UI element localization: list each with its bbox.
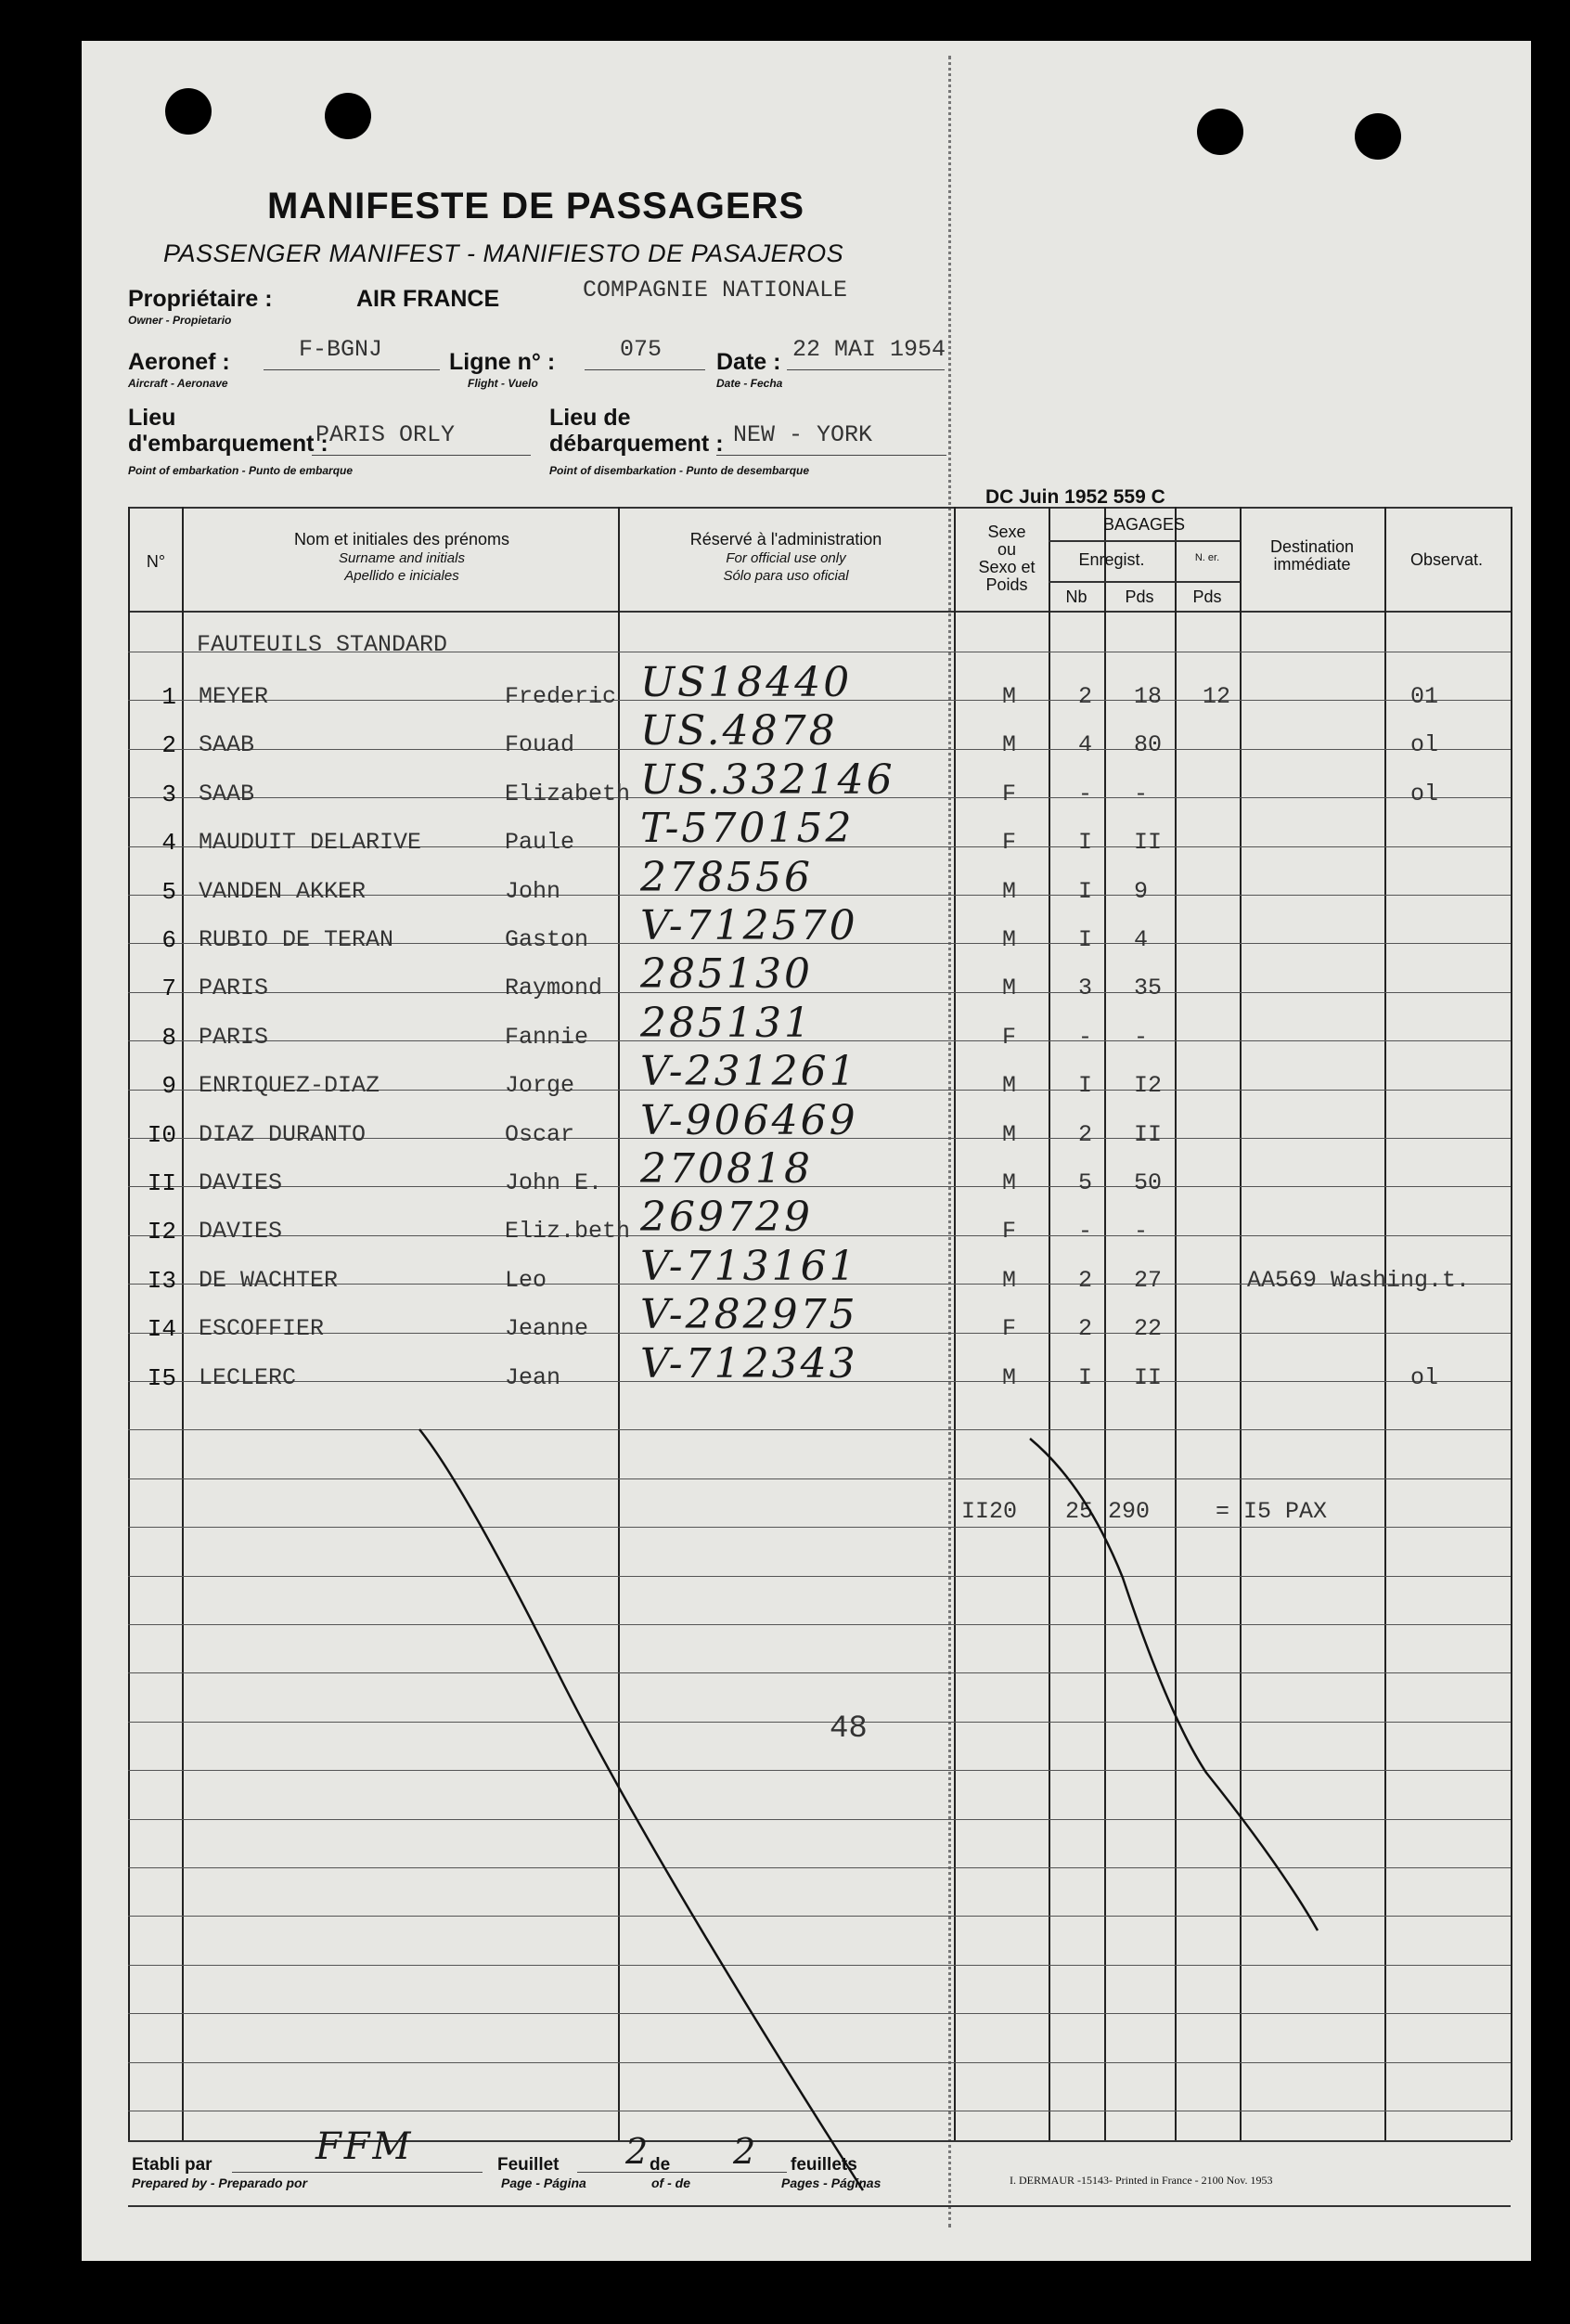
passenger-surname: DAVIES	[199, 1169, 283, 1196]
printer-imprint: I. DERMAUR -15143- Printed in France - 2100 Nov. 1953	[1010, 2174, 1273, 2187]
page-mark: 48	[830, 1711, 868, 1747]
bag-count: I	[1078, 926, 1093, 953]
passenger-surname: SAAB	[199, 731, 255, 758]
passenger-surname: PARIS	[199, 1024, 269, 1051]
bag-weight: 50	[1134, 1169, 1163, 1196]
embark-sub: Point of embarkation - Punto de embarque	[128, 464, 354, 477]
aircraft-value: F-BGNJ	[299, 336, 383, 363]
col-admin-es: Sólo para uso oficial	[723, 567, 849, 584]
disembark-value: NEW - YORK	[733, 421, 873, 448]
col-enreg: Enregist.	[1078, 550, 1145, 569]
col-ne: N. er.	[1194, 552, 1220, 563]
embark-value: PARIS ORLY	[315, 421, 456, 448]
passport-number: 285130	[640, 950, 813, 998]
row-number: 3	[161, 781, 176, 808]
section-label: FAUTEUILS STANDARD	[197, 631, 448, 658]
row-number: I4	[147, 1315, 176, 1343]
disembark-sub: Point of disembarkation - Punto de desembarque	[549, 464, 810, 477]
col-sex-1: Sexe	[987, 523, 1026, 541]
total-pax: = I5 PAX	[1216, 1498, 1328, 1525]
bag-weight: I2	[1134, 1072, 1163, 1099]
flight-label: Ligne n° :	[449, 349, 556, 375]
prepared-value: FFM	[315, 2125, 414, 2168]
passenger-surname: RUBIO DE TERAN	[199, 926, 394, 953]
bag-count: I	[1078, 878, 1093, 905]
of-sub: of - de	[651, 2176, 690, 2190]
col-observ: Observat.	[1409, 550, 1484, 569]
passenger-sex: M	[1002, 1072, 1017, 1099]
manifest-title: MANIFESTE DE PASSAGERS	[267, 186, 805, 226]
passport-number: T-570152	[640, 805, 855, 852]
row-number: 1	[161, 683, 176, 711]
row-number: 4	[161, 829, 176, 857]
passenger-surname: ENRIQUEZ-DIAZ	[199, 1072, 380, 1099]
flight-sub: Flight - Vuelo	[468, 377, 538, 390]
passenger-firstname: Raymond	[505, 975, 603, 1001]
date-sub: Date - Fecha	[716, 377, 783, 390]
aircraft-label: Aeronef :	[128, 349, 230, 375]
passenger-surname: DIAZ DURANTO	[199, 1121, 367, 1148]
row-number: 7	[161, 975, 176, 1002]
row-number: I0	[147, 1121, 176, 1149]
passenger-sex: M	[1002, 878, 1017, 905]
bag-weight: 4	[1134, 926, 1149, 953]
passport-number: V-712570	[640, 902, 858, 949]
col-sex-2: ou	[997, 539, 1017, 559]
total-weight: II20	[961, 1498, 1018, 1525]
passenger-firstname: Gaston	[505, 926, 589, 953]
date-label: Date :	[716, 349, 781, 375]
observation: 01	[1410, 683, 1439, 710]
passenger-sex: M	[1002, 975, 1017, 1001]
bag-count: 4	[1078, 731, 1093, 758]
total-pds: 290	[1108, 1498, 1151, 1525]
of-label: de	[650, 2155, 671, 2175]
observation: ol	[1410, 781, 1439, 807]
passenger-firstname: John	[505, 878, 561, 905]
passenger-surname: PARIS	[199, 975, 269, 1001]
observation: ol	[1410, 731, 1439, 758]
col-name-fr: Nom et initiales des prénoms	[293, 530, 510, 549]
passenger-surname: SAAB	[199, 781, 255, 807]
bag-weight: 9	[1134, 878, 1149, 905]
col-ne-pds: Pds	[1192, 587, 1222, 606]
sheets-sub: Pages - Páginas	[781, 2176, 882, 2190]
disembark-label-2: débarquement :	[549, 431, 724, 457]
passenger-firstname: Jean	[505, 1364, 561, 1391]
aircraft-sub: Aircraft - Aeronave	[128, 377, 228, 390]
passenger-sex: F	[1002, 1315, 1017, 1342]
bag-weight: -	[1134, 781, 1149, 807]
row-number: I2	[147, 1218, 176, 1246]
col-bagages: BAGAGES	[1102, 515, 1186, 534]
col-dest-1: Destination	[1269, 537, 1355, 556]
passport-number: V-231261	[640, 1048, 858, 1095]
passport-number: 278556	[640, 854, 813, 901]
passenger-firstname: John E.	[505, 1169, 603, 1196]
bag-count: I	[1078, 1364, 1093, 1391]
col-admin-fr: Réservé à l'administration	[689, 530, 882, 549]
passenger-sex: F	[1002, 1218, 1017, 1245]
date-value: 22 MAI 1954	[792, 336, 946, 363]
strike-line-left	[419, 1429, 863, 2190]
row-number: 8	[161, 1024, 176, 1052]
form-code: DC Juin 1952 559 C	[985, 486, 1165, 508]
sheet-label: Feuillet	[497, 2155, 560, 2175]
passenger-sex: M	[1002, 926, 1017, 953]
bag-weight: 27	[1134, 1267, 1163, 1294]
passport-number: V-282975	[640, 1291, 858, 1338]
bag-weight: II	[1134, 829, 1163, 856]
row-number: 5	[161, 878, 176, 906]
passenger-surname: DE WACHTER	[199, 1267, 339, 1294]
passport-number: V-712343	[640, 1340, 858, 1388]
col-dest-2: immédiate	[1273, 554, 1351, 574]
bag-count: 5	[1078, 1169, 1093, 1196]
row-number: 9	[161, 1072, 176, 1100]
bag-count: I	[1078, 829, 1093, 856]
of-value: 2	[733, 2131, 759, 2172]
bag-count: 2	[1078, 1121, 1093, 1148]
passport-number: V-713161	[640, 1243, 858, 1290]
passport-number: V-906469	[640, 1097, 858, 1144]
passenger-firstname: Jorge	[505, 1072, 575, 1099]
passenger-surname: LECLERC	[199, 1364, 297, 1391]
prepared-sub: Prepared by - Preparado por	[132, 2176, 308, 2190]
passenger-firstname: Fannie	[505, 1024, 589, 1051]
sheet-sub: Page - Página	[501, 2176, 586, 2190]
passenger-surname: DAVIES	[199, 1218, 283, 1245]
passport-number: US18440	[640, 659, 853, 706]
bag-count: 2	[1078, 683, 1093, 710]
bag-weight: 18	[1134, 683, 1163, 710]
passenger-firstname: Paule	[505, 829, 575, 856]
passenger-sex: M	[1002, 1267, 1017, 1294]
row-number: I5	[147, 1364, 176, 1392]
col-enreg-pds: Pds	[1125, 587, 1154, 606]
passenger-firstname: Fouad	[505, 731, 575, 758]
bag-weight: -	[1134, 1024, 1149, 1051]
bag-count: 2	[1078, 1267, 1093, 1294]
passenger-sex: F	[1002, 1024, 1017, 1051]
col-sex-3: Sexo et	[978, 557, 1036, 576]
row-number: II	[147, 1169, 176, 1197]
passenger-firstname: Leo	[505, 1267, 547, 1294]
passenger-sex: M	[1002, 1121, 1017, 1148]
prepared-label: Etabli par	[132, 2155, 212, 2175]
manifest-subtitle: PASSENGER MANIFEST - MANIFIESTO DE PASAJEROS	[163, 239, 844, 267]
passenger-surname: ESCOFFIER	[199, 1315, 325, 1342]
destination: AA569 Washing.t.	[1247, 1267, 1471, 1294]
bag-weight: -	[1134, 1218, 1149, 1245]
passenger-surname: MAUDUIT DELARIVE	[199, 829, 422, 856]
passenger-sex: F	[1002, 829, 1017, 856]
passenger-surname: VANDEN AKKER	[199, 878, 367, 905]
col-name-es: Apellido e iniciales	[344, 567, 459, 584]
passenger-sex: M	[1002, 683, 1017, 710]
bag-weight: II	[1134, 1121, 1163, 1148]
passenger-firstname: Frederic	[505, 683, 617, 710]
passport-number: 285131	[640, 1000, 813, 1047]
owner-sub: Owner - Propietario	[128, 314, 232, 327]
bag-weight: II	[1134, 1364, 1163, 1391]
bag-count: -	[1078, 1024, 1093, 1051]
passenger-firstname: Eliz.beth	[505, 1218, 631, 1245]
col-sex-4: Poids	[985, 575, 1028, 594]
passenger-surname: MEYER	[199, 683, 269, 710]
owner-typed: COMPAGNIE NATIONALE	[583, 277, 848, 303]
embark-label-1: Lieu	[128, 405, 176, 431]
passport-number: 269729	[640, 1194, 813, 1241]
bag-count: 3	[1078, 975, 1093, 1001]
observation: ol	[1410, 1364, 1439, 1391]
extra-weight: 12	[1203, 683, 1231, 710]
passenger-firstname: Oscar	[505, 1121, 575, 1148]
row-number: I3	[147, 1267, 176, 1295]
flight-value: 075	[620, 336, 663, 363]
passenger-firstname: Elizabeth	[505, 781, 631, 807]
col-enreg-nb: Nb	[1065, 587, 1087, 606]
passport-number: US.332146	[640, 756, 895, 804]
sheet-value: 2	[625, 2131, 651, 2172]
sheets-label: feuillets	[791, 2155, 857, 2175]
bag-weight: 80	[1134, 731, 1163, 758]
bag-weight: 22	[1134, 1315, 1163, 1342]
embark-label-2: d'embarquement :	[128, 431, 328, 457]
bag-count: I	[1078, 1072, 1093, 1099]
passenger-firstname: Jeanne	[505, 1315, 589, 1342]
owner-label: Propriétaire :	[128, 286, 273, 312]
row-number: 6	[161, 926, 176, 954]
col-no: N°	[146, 552, 166, 571]
total-nb: 25	[1065, 1498, 1094, 1525]
row-number: 2	[161, 731, 176, 759]
passenger-sex: M	[1002, 1364, 1017, 1391]
col-name-en: Surname and initials	[339, 549, 465, 566]
passenger-sex: F	[1002, 781, 1017, 807]
passenger-sex: M	[1002, 731, 1017, 758]
bag-count: -	[1078, 1218, 1093, 1245]
bag-weight: 35	[1134, 975, 1163, 1001]
passenger-sex: M	[1002, 1169, 1017, 1196]
passport-number: 270818	[640, 1145, 813, 1193]
passport-number: US.4878	[640, 707, 838, 755]
owner-value: AIR FRANCE	[356, 286, 500, 312]
strike-line-right	[1030, 1439, 1318, 1930]
disembark-label-1: Lieu de	[549, 405, 631, 431]
bag-count: 2	[1078, 1315, 1093, 1342]
bag-count: -	[1078, 781, 1093, 807]
col-admin-en: For official use only	[726, 549, 846, 566]
